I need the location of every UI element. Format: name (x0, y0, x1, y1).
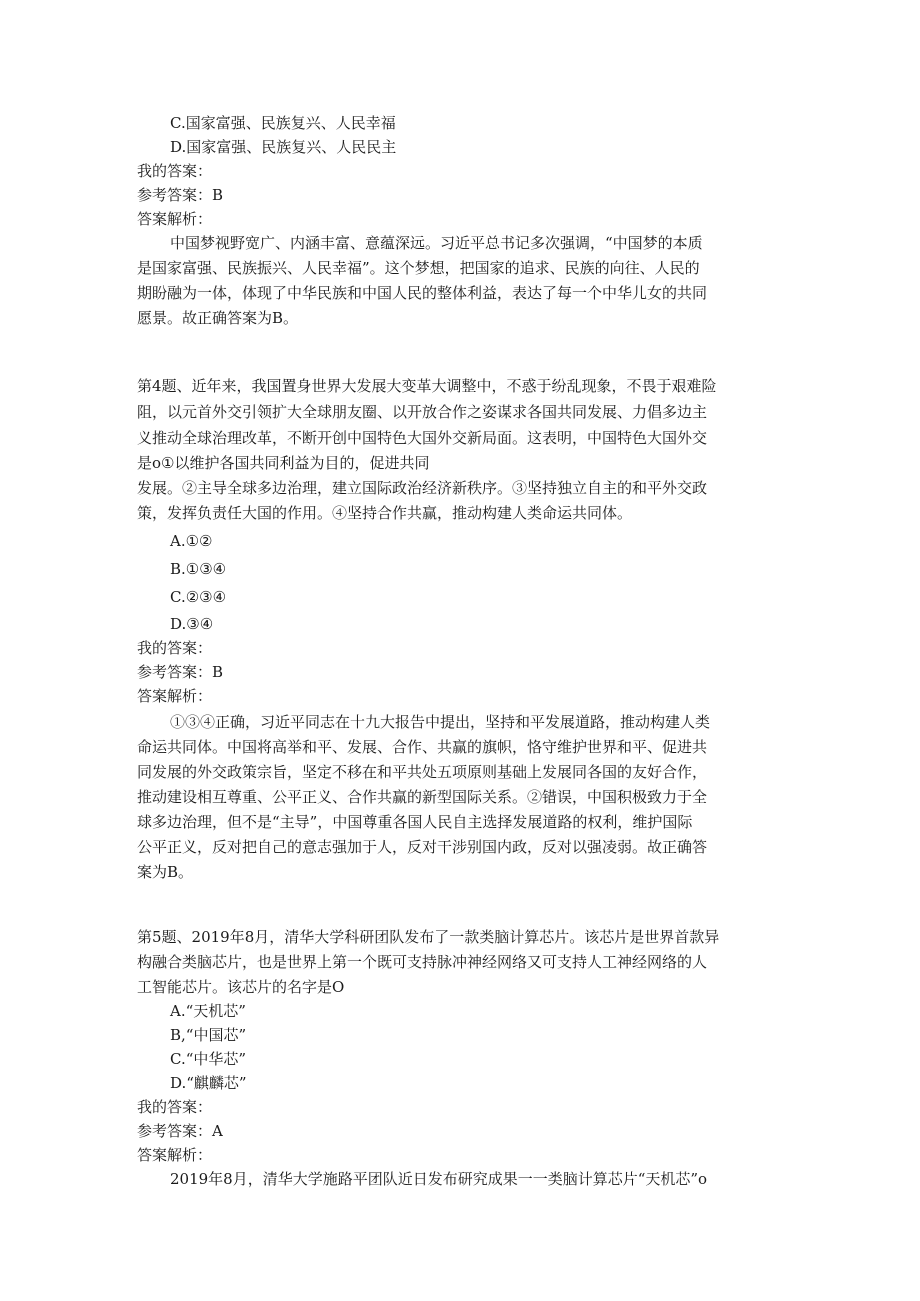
q4-analysis-line: 同发展的外交政策宗旨，坚定不移在和平共处五项原则基础上发展同各国的友好合作， (137, 763, 708, 781)
q4-option-d: D.③④ (170, 615, 214, 633)
q4-analysis-line: 推动建设相互尊重、公平正义、合作共赢的新型国际关系。②错误，中国积极致力于全 (137, 788, 708, 806)
q4-stem-line: 阻，以元首外交引领扩大全球朋友圈、以开放合作之姿谋求各国共同发展、力倡多边主 (137, 403, 708, 421)
q4-analysis-line: 公平正义，反对把自己的意志强加于人，反对干涉别国内政，反对以强凌弱。故正确答 (137, 838, 708, 856)
q4-stem-line: 第4题、近年来，我国置身世界大发展大变革大调整中，不惑于纷乱现象，不畏于艰难险 (137, 377, 717, 395)
q4-stem-line: 策，发挥负责任大国的作用。④坚持合作共赢，推动构建人类命运共同体。 (137, 504, 633, 522)
q4-my-answer: 我的答案： (137, 639, 213, 657)
q4-reference-answer: 参考答案：B (137, 663, 224, 681)
q5-stem-line: 工智能芯片。该芯片的名字是O (137, 978, 345, 996)
q5-analysis-label: 答案解析： (137, 1146, 213, 1164)
q3-reference-answer: 参考答案：B (137, 186, 224, 204)
q5-stem-line: 第5题、2019年8月，清华大学科研团队发布了一款类脑计算芯片。该芯片是世界首款异 (137, 928, 720, 946)
q4-analysis-line: 案为B。 (137, 863, 194, 881)
q5-option-a: A.“天机芯” (170, 1002, 246, 1020)
q5-my-answer: 我的答案： (137, 1098, 213, 1116)
q3-analysis-line: 期盼融为一体，体现了中华民族和中国人民的整体利益，表达了每一个中华儿女的共同 (137, 284, 708, 302)
q4-stem-line: 发展。②主导全球多边治理，建立国际政治经济新秩序。③坚持独立自主的和平外交政 (137, 479, 708, 497)
q5-stem-line: 构融合类脑芯片，也是世界上第一个既可支持脉冲神经网络又可支持人工神经网络的人 (137, 953, 708, 971)
q3-analysis-line: 中国梦视野宽广、内涵丰富、意蕴深远。习近平总书记多次强调，“中国梦的本质 (170, 234, 703, 252)
q5-option-b: B,“中国芯” (170, 1026, 247, 1044)
q4-analysis-line: 球多边治理，但不是“主导”，中国尊重各国人民自主选择发展道路的权利，维护国际 (137, 813, 693, 831)
q5-option-c: C.“中华芯” (170, 1050, 247, 1068)
q3-option-d: D.国家富强、民族复兴、人民民主 (170, 138, 397, 156)
q4-analysis-label: 答案解析： (137, 687, 213, 705)
q5-option-d: D.“麒麟芯” (170, 1074, 247, 1092)
q5-reference-answer: 参考答案：A (137, 1122, 223, 1140)
q4-option-c: C.②③④ (170, 588, 227, 606)
q3-my-answer: 我的答案： (137, 162, 213, 180)
q3-option-c: C.国家富强、民族复兴、人民幸福 (170, 114, 396, 132)
q4-analysis-line: ①③④正确，习近平同志在十九大报告中提出，坚持和平发展道路，推动构建人类 (170, 713, 711, 731)
q3-analysis-label: 答案解析： (137, 210, 213, 228)
q4-analysis-line: 命运共同体。中国将高举和平、发展、合作、共赢的旗帜，恪守维护世界和平、促进共 (137, 738, 708, 756)
q4-stem-line: 是o①以维护各国共同利益为目的，促进共同 (137, 454, 430, 472)
q3-analysis-line: 愿景。故正确答案为B。 (137, 309, 299, 327)
q3-analysis-line: 是国家富强、民族振兴、人民幸福”。这个梦想，把国家的追求、民族的向往、人民的 (137, 259, 700, 277)
q4-option-a: A.①② (170, 532, 213, 550)
q4-option-b: B.①③④ (170, 560, 227, 578)
q5-analysis-line: 2019年8月，清华大学施路平团队近日发布研究成果一一类脑计算芯片“天机芯”o (170, 1170, 708, 1188)
q4-stem-line: 义推动全球治理改革，不断开创中国特色大国外交新局面。这表明，中国特色大国外交 (137, 429, 708, 447)
